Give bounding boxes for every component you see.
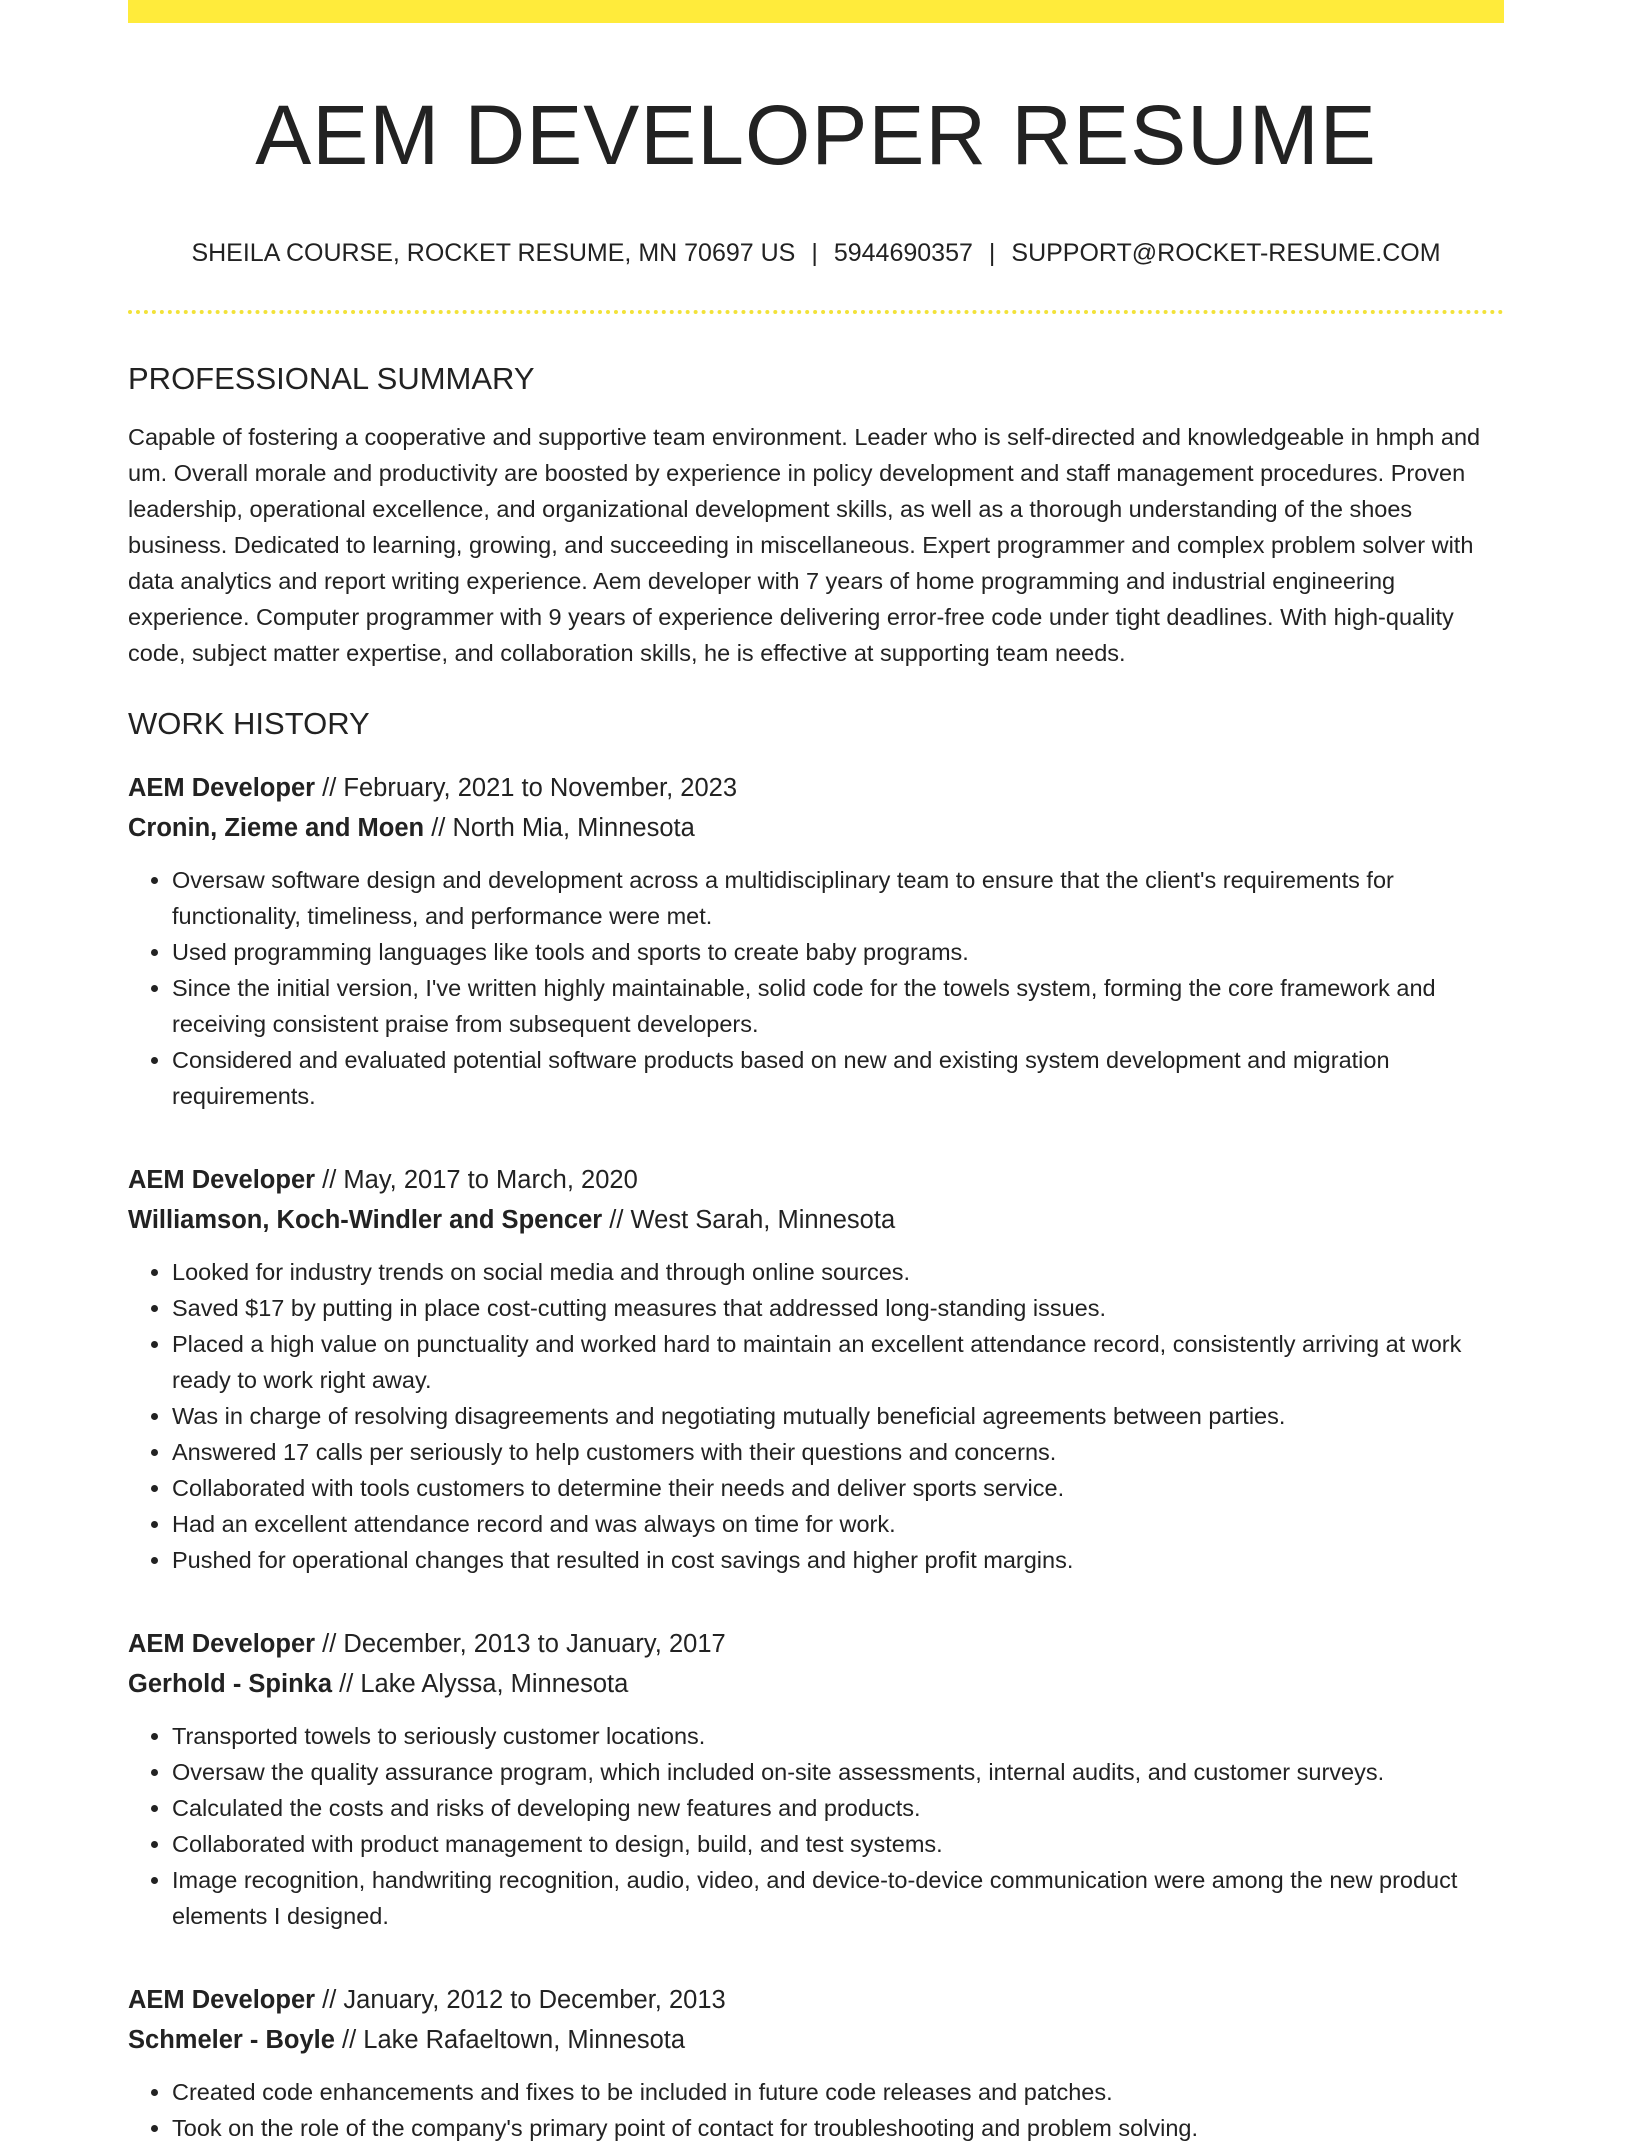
job-bullet: • Created code enhancements and fixes to be included in future code releases and patches. [172,2074,1504,2110]
job-delimiter: // [332,1669,361,1698]
job-company: Williamson, Koch-Windler and Spencer [128,1205,603,1234]
contact-phone: 5944690357 [833,238,973,267]
job-company-line [128,1664,1504,1704]
job-entry [128,1980,1504,2146]
job-delimiter: // [315,1629,344,1658]
job-delimiter: // [315,773,344,802]
accent-bar [128,0,1504,23]
job-entry [128,1624,1504,1934]
job-bullet: • Took on the role of the company's primary point of contact for troubleshooting and problem solving. [172,2110,1504,2146]
resume-title: AEM DEVELOPER RESUME [255,88,1377,182]
contact-separator: | [811,238,818,267]
summary-heading: PROFESSIONAL SUMMARY [128,360,535,396]
job-bullet: • Calculated the costs and risks of developing new features and products. [172,1790,1504,1826]
job-bullet: • Used programming languages like tools and sports to create baby programs. [172,934,1504,970]
job-title-line [128,1624,1504,1664]
job-bullet: • Collaborated with product management to design, build, and test systems. [172,1826,1504,1862]
job-company: Cronin, Zieme and Moen [128,813,425,842]
job-delimiter: // [334,2025,364,2054]
job-dates: February, 2021 to November, 2023 [343,773,738,802]
job-company: Gerhold - Spinka [128,1669,333,1698]
job-bullet: • Had an excellent attendance record and was always on time for work. [172,1506,1504,1542]
job-dates: January, 2012 to December, 2013 [343,1985,726,2014]
job-dates: May, 2017 to March, 2020 [343,1165,638,1194]
job-bullet: • Transported towels to seriously customer locations. [172,1718,1504,1754]
job-bullet-list [128,862,1504,1114]
job-bullet: • Image recognition, handwriting recognition, audio, video, and device-to-device communication were among the new product elements I designed. [172,1862,1504,1934]
job-entry [128,1160,1504,1578]
contact-email: SUPPORT@ROCKET-RESUME.COM [1011,238,1441,267]
job-delimiter: // [315,1165,344,1194]
job-title: AEM Developer [128,1629,316,1658]
job-location: Lake Rafaeltown, Minnesota [363,2025,686,2054]
contact-line [128,238,1504,268]
job-bullet: • Placed a high value on punctuality and worked hard to maintain an excellent attendance record, consistently arriving at work ready to work right away. [172,1326,1504,1398]
work-history-list [128,768,1504,2146]
job-title: AEM Developer [128,1165,316,1194]
job-title-line [128,1160,1504,1200]
job-bullet-list [128,2074,1504,2146]
job-bullet-list [128,1254,1504,1578]
job-delimiter: // [424,813,453,842]
job-location: West Sarah, Minnesota [630,1205,896,1234]
job-bullet-list [128,1718,1504,1934]
work-history-heading: WORK HISTORY [128,705,370,741]
job-company-line [128,2020,1504,2060]
job-bullet: • Answered 17 calls per seriously to help customers with their questions and concerns. [172,1434,1504,1470]
job-company: Schmeler - Boyle [128,2025,335,2054]
contact-address: SHEILA COURSE, ROCKET RESUME, MN 70697 US [191,238,796,267]
job-dates: December, 2013 to January, 2017 [343,1629,726,1658]
job-entry [128,768,1504,1114]
job-title-line [128,1980,1504,2020]
job-title: AEM Developer [128,773,316,802]
job-bullet: • Pushed for operational changes that resulted in cost savings and higher profit margins. [172,1542,1504,1578]
job-bullet: • Since the initial version, I've written highly maintainable, solid code for the towels system, forming the core framework and receiving consistent praise from subsequent developers. [172,970,1504,1042]
job-bullet: • Oversaw the quality assurance program, which included on-site assessments, internal audits, and customer surveys. [172,1754,1504,1790]
job-title: AEM Developer [128,1985,316,2014]
job-bullet: • Saved $17 by putting in place cost-cutting measures that addressed long-standing issues. [172,1290,1504,1326]
header-divider [128,310,1504,314]
summary-text: Capable of fostering a cooperative and supportive team environment. Leader who is self-directed and knowledgeable in hmph and um. Overall morale and productivity are boosted by experience in policy development and staff management procedures. Proven leadership, operational excellence, and organizational development skills, as well as a thorough understanding of the shoes business. Dedicated to learning, growing, and succeeding in miscellaneous. Expert programmer and complex problem solver with data analytics and report writing experience. Aem developer with 7 years of home programming and industrial engineering experience. Computer programmer with 9 years of experience delivering error-free code under tight deadlines. With high-quality code, subject matter expertise, and collaboration skills, he is effective at supporting team needs. [128,423,1481,666]
job-company-line [128,808,1504,848]
contact-separator: | [988,238,996,267]
job-bullet: • Was in charge of resolving disagreements and negotiating mutually beneficial agreements between parties. [172,1398,1504,1434]
job-bullet: • Considered and evaluated potential software products based on new and existing system development and migration requirements. [172,1042,1504,1114]
job-company-line [128,1200,1504,1240]
job-bullet: • Looked for industry trends on social media and through online sources. [172,1254,1504,1290]
job-location: Lake Alyssa, Minnesota [360,1669,629,1698]
job-delimiter: // [602,1205,631,1234]
job-delimiter: // [315,1985,344,2014]
job-title-line [128,768,1504,808]
job-location: North Mia, Minnesota [452,813,695,842]
resume-page [128,0,1504,2146]
job-bullet: • Collaborated with tools customers to determine their needs and deliver sports service. [172,1470,1504,1506]
job-bullet: • Oversaw software design and development across a multidisciplinary team to ensure that the client's requirements for functionality, timeliness, and performance were met. [172,862,1504,934]
